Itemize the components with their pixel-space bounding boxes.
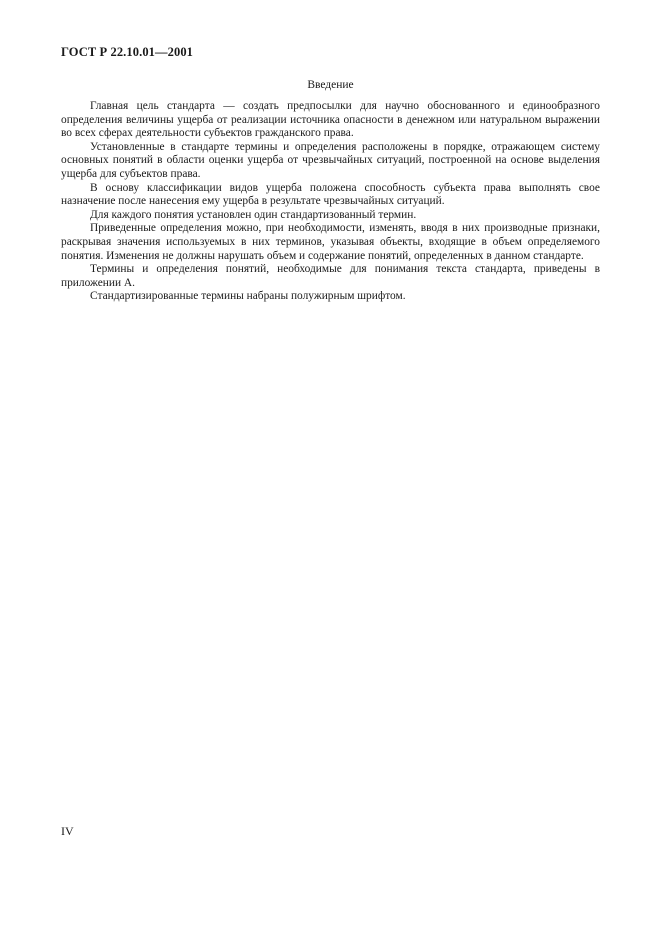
paragraph: В основу классификации видов ущерба положена способность субъекта права выполнять свое назначение после нанесения ему ущерба в результате чрезвычайных ситуаций.: [61, 181, 600, 208]
paragraph: Для каждого понятия установлен один стандартизованный термин.: [90, 208, 417, 221]
paragraph: Термины и определения понятий, необходимые для понимания текста стандарта, приведены в приложении А.: [61, 263, 600, 289]
paragraph: Главная цель стандарта — создать предпосылки для научно обоснованного и единообразного определения величины ущерба от реализации источника опасности в денежном или натуральном выражении во всех сферах деятельности субъектов гражданского права.: [61, 100, 600, 140]
paragraph: Установленные в стандарте термины и определения расположены в порядке, отражающем систему основных понятий в области оценки ущерба от чрезвычайных ситуаций, построенной на основе выделения ущерба для субъектов права.: [61, 140, 600, 180]
document-header: ГОСТ Р 22.10.01—2001: [61, 45, 194, 59]
section-title: Введение: [307, 79, 354, 91]
page-number: IV: [61, 824, 74, 838]
body-text: [61, 100, 600, 304]
paragraph: Приведенные определения можно, при необходимости, изменять, вводя в них производные признаки, раскрывая значения используемых в них терминов, указывая объекты, входящие в объем определяемого понятия. Изменения не должны нарушать объем и содержание понятий, определенных в данном стандарте.: [61, 222, 600, 262]
paragraph: Стандартизированные термины набраны полужирным шрифтом.: [90, 290, 406, 303]
